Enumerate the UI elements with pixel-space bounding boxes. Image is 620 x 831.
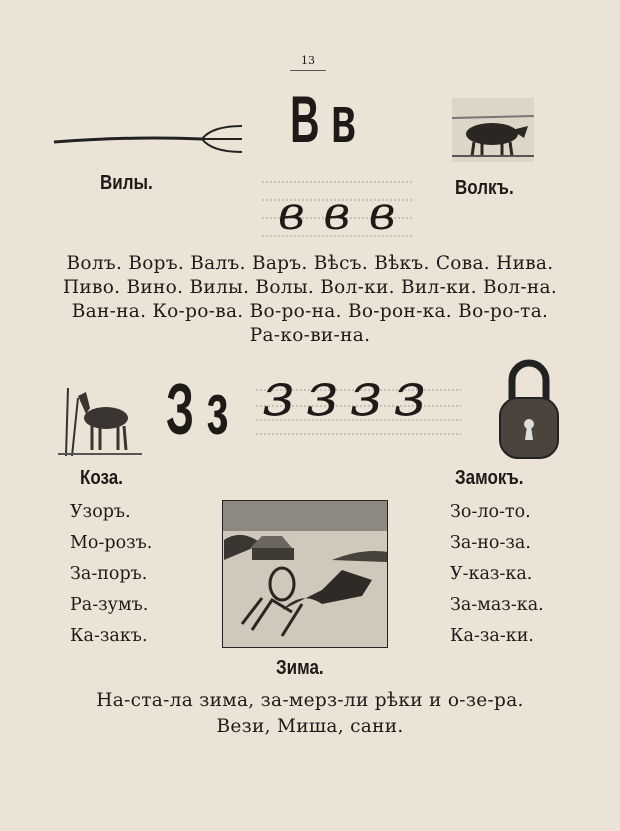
caption-zima: Зима. bbox=[276, 657, 324, 679]
caption-volk: Волкъ. bbox=[455, 177, 514, 199]
word-list-left bbox=[70, 502, 152, 657]
caption-vily: Вилы. bbox=[100, 172, 153, 194]
text-line: Пиво. Вино. Вилы. Волы. Вол-ки. Вил-ки. Вол-на. bbox=[62, 277, 558, 298]
goat-illustration bbox=[58, 378, 142, 458]
winter-sleigh-illustration bbox=[222, 500, 388, 648]
script-letter-v: в в в bbox=[278, 186, 398, 240]
word: За-маз-ка. bbox=[450, 595, 544, 615]
caption-zamok: Замокъ. bbox=[455, 467, 524, 489]
sentence-line: Вези, Миша, сани. bbox=[216, 716, 404, 737]
sentence-line: На-ста-ла зима, за-мерз-ли рѣки и о-зе-ра. bbox=[96, 690, 524, 711]
script-letter-z: з з з з bbox=[262, 360, 423, 430]
pitchfork-illustration bbox=[52, 122, 244, 156]
caption-koza: Коза. bbox=[80, 467, 123, 489]
letter-z-heading: З з bbox=[166, 370, 229, 450]
word: Узоръ. bbox=[70, 502, 131, 522]
word: Ка-закъ. bbox=[70, 626, 148, 646]
word: Ка-за-ки. bbox=[450, 626, 534, 646]
padlock-illustration bbox=[494, 358, 564, 462]
text-line: Ван-на. Ко-ро-ва. Во-ро-на. Во-рон-ка. Во-ро-та. bbox=[71, 301, 549, 322]
text-line: Волъ. Воръ. Валъ. Варъ. Вѣсъ. Вѣкъ. Сова. Нива. bbox=[66, 253, 554, 274]
word: У-каз-ка. bbox=[450, 564, 533, 584]
word: Зо-ло-то. bbox=[450, 502, 531, 522]
word: Ра-зумъ. bbox=[70, 595, 149, 615]
word: За-поръ. bbox=[70, 564, 148, 584]
text-line: Ра-ко-ви-на. bbox=[249, 325, 371, 346]
page-number: 13 bbox=[290, 54, 326, 71]
word: Мо-розъ. bbox=[70, 533, 153, 553]
letter-v-heading: В в bbox=[290, 82, 357, 156]
word: За-но-за. bbox=[450, 533, 531, 553]
wolf-illustration bbox=[452, 98, 534, 162]
word-list-right bbox=[450, 502, 544, 657]
